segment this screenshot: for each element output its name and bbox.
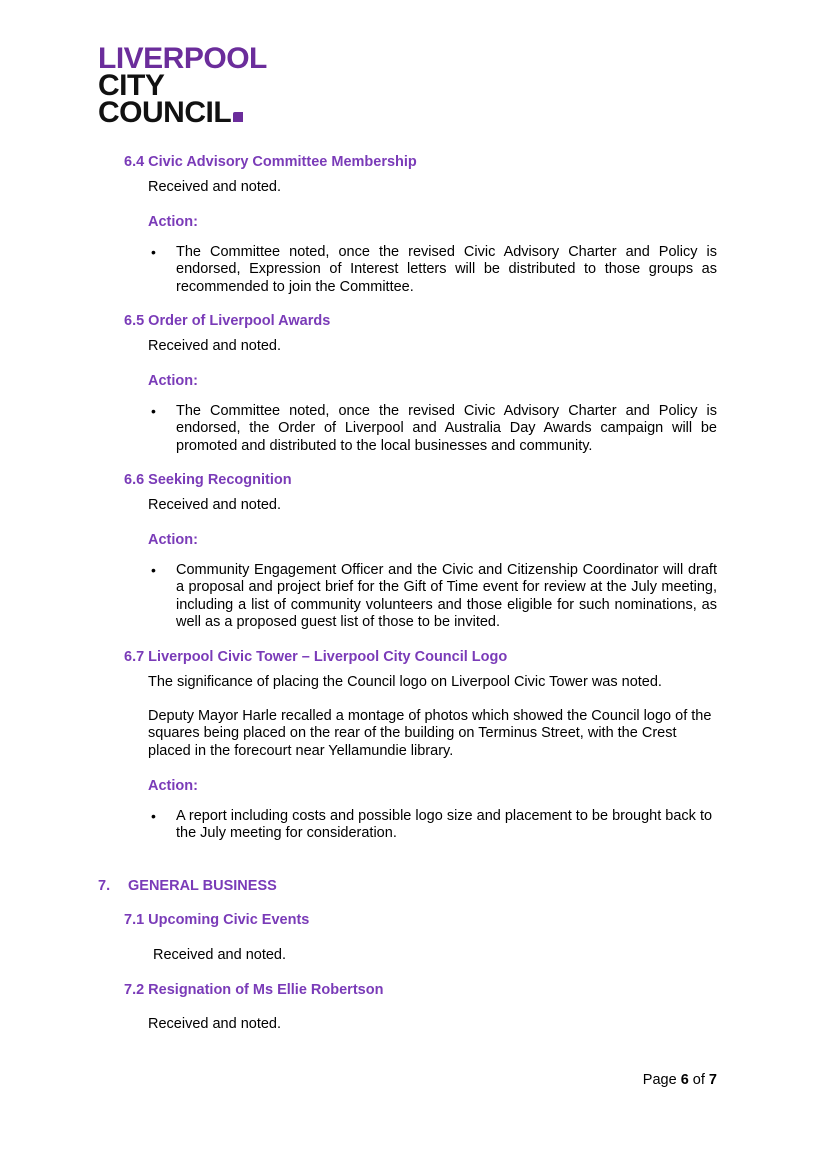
section-6-5-status: Received and noted. bbox=[148, 338, 282, 354]
section-6-7-heading: 6.7 Liverpool Civic Tower – Liverpool City Council Logo bbox=[124, 649, 508, 665]
section-6-5-heading: 6.5 Order of Liverpool Awards bbox=[124, 313, 331, 329]
section-7-heading bbox=[98, 878, 277, 894]
section-6-6-heading: 6.6 Seeking Recognition bbox=[124, 472, 292, 488]
section-7-2-status: Received and noted. bbox=[148, 1016, 282, 1032]
bullet-icon: • bbox=[151, 244, 156, 260]
logo-line-3: COUNCIL bbox=[98, 96, 232, 129]
section-7-1-heading: 7.1 Upcoming Civic Events bbox=[124, 912, 310, 928]
section-6-6-action-label: Action: bbox=[148, 532, 198, 548]
section-6-7-paragraph-1: The significance of placing the Council logo on Liverpool Civic Tower was noted. bbox=[148, 674, 662, 690]
page-of-label: of bbox=[692, 1072, 705, 1088]
section-6-7-action-item: A report including costs and possible logo size and placement to be brought back to the July meeting for consideration. bbox=[176, 808, 713, 842]
section-6-4-heading: 6.4 Civic Advisory Committee Membership bbox=[124, 154, 417, 170]
bullet-icon: • bbox=[151, 403, 156, 419]
section-6-6-action-item: Community Engagement Officer and the Civic and Citizenship Coordinator will draft a proposal and project brief for the Gift of Time event for review at the July meeting, including a list of community volunteers and those eligible for such nominations, as well as a proposed guest list of those to be invited. bbox=[176, 562, 717, 630]
logo-line-2: CITY bbox=[98, 69, 165, 102]
section-6-6-status: Received and noted. bbox=[148, 497, 282, 513]
section-6-4-status: Received and noted. bbox=[148, 179, 282, 195]
bullet-icon: • bbox=[151, 808, 156, 824]
page-total: 7 bbox=[708, 1072, 717, 1088]
section-6-7-action-label: Action: bbox=[148, 778, 198, 794]
section-6-7-paragraph-2: Deputy Mayor Harle recalled a montage of photos which showed the Council logo of the squares being placed on the rear of the building on Terminus Street, with the Crest placed in the forecourt near Yellamundie library. bbox=[148, 708, 712, 759]
section-6-5-action-item: The Committee noted, once the revised Civic Advisory Charter and Policy is endorsed, the Order of Liverpool and Australia Day Awards campaign will be promoted and distributed to the local businesses and community. bbox=[176, 403, 717, 454]
section-7-2-heading: 7.2 Resignation of Ms Ellie Robertson bbox=[124, 982, 384, 998]
section-6-4-action-label: Action: bbox=[148, 214, 198, 230]
page-label: Page bbox=[642, 1072, 677, 1088]
logo-line-1: LIVERPOOL bbox=[98, 42, 267, 75]
section-7-title: GENERAL BUSINESS bbox=[128, 878, 277, 894]
section-7-1-status: Received and noted. bbox=[153, 947, 287, 963]
page-number bbox=[643, 1072, 717, 1088]
section-6-5-action-label: Action: bbox=[148, 373, 198, 389]
page-current: 6 bbox=[680, 1072, 689, 1088]
section-6-4-action-item: The Committee noted, once the revised Civic Advisory Charter and Policy is endorsed, Expression of Interest letters will be distributed to those groups as recommended to join the Committee. bbox=[176, 244, 717, 295]
logo-square-icon bbox=[233, 112, 243, 122]
bullet-icon: • bbox=[151, 562, 156, 578]
council-logo bbox=[98, 42, 267, 129]
section-7-number: 7. bbox=[98, 878, 111, 894]
